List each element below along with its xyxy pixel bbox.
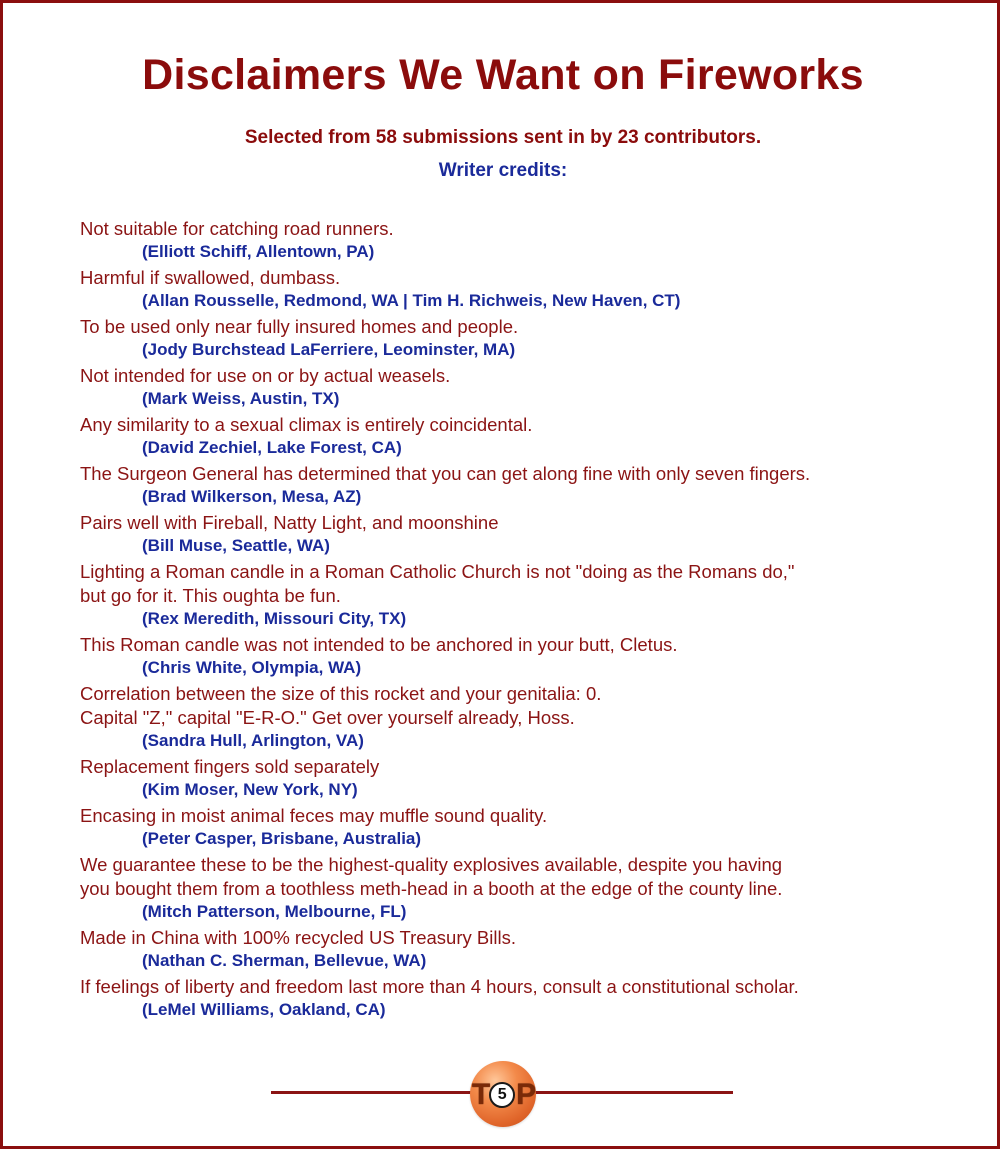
disclaimer-text: Encasing in moist animal feces may muffle sound quality. xyxy=(80,805,548,826)
writer-credit: (Mark Weiss, Austin, TX) xyxy=(142,389,340,408)
writer-credit: (Jody Burchstead LaFerriere, Leominster, MA) xyxy=(142,340,516,359)
disclaimer-text: If feelings of liberty and freedom last more than 4 hours, consult a constitutional scholar. xyxy=(80,976,799,997)
disclaimer-text: Not intended for use on or by actual weasels. xyxy=(80,365,451,386)
disclaimer-entry xyxy=(80,633,960,678)
disclaimer-entry xyxy=(80,755,960,800)
disclaimer-text-continued: you bought them from a toothless meth-head in a booth at the edge of the county line. xyxy=(80,878,783,899)
writer-credit: (Brad Wilkerson, Mesa, AZ) xyxy=(142,487,362,506)
submission-summary: Selected from 58 submissions sent in by 23 contributors. xyxy=(244,127,762,148)
writer-credit: (Nathan C. Sherman, Bellevue, WA) xyxy=(142,951,427,970)
disclaimer-text-continued: Capital "Z," capital "E-R-O." Get over yourself already, Hoss. xyxy=(80,707,575,728)
disclaimer-entry xyxy=(80,266,960,311)
disclaimer-text: Correlation between the size of this rocket and your genitalia: 0. xyxy=(80,683,602,704)
logo-letter-p: P xyxy=(516,1078,535,1112)
disclaimer-entry xyxy=(80,804,960,849)
disclaimer-entry xyxy=(80,364,960,409)
disclaimer-text: Harmful if swallowed, dumbass. xyxy=(80,267,341,288)
logo-wordmark xyxy=(470,1077,536,1112)
disclaimer-entry xyxy=(80,926,960,971)
writer-credit: (Bill Muse, Seattle, WA) xyxy=(142,536,330,555)
writer-credit: (Chris White, Olympia, WA) xyxy=(142,658,362,677)
top5-logo-icon xyxy=(470,1061,536,1127)
disclaimer-text-continued: but go for it. This oughta be fun. xyxy=(80,585,341,606)
disclaimer-text: This Roman candle was not intended to be anchored in your butt, Cletus. xyxy=(80,634,678,655)
disclaimer-text: Lighting a Roman candle in a Roman Catholic Church is not "doing as the Romans do," xyxy=(80,561,795,582)
disclaimer-entry xyxy=(80,975,960,1020)
disclaimer-text: Any similarity to a sexual climax is entirely coincidental. xyxy=(80,414,533,435)
disclaimer-entry xyxy=(80,682,960,751)
writer-credit: (LeMel Williams, Oakland, CA) xyxy=(142,1000,386,1019)
page-title: Disclaimers We Want on Fireworks xyxy=(142,51,864,99)
disclaimer-text: The Surgeon General has determined that you can get along fine with only seven fingers. xyxy=(80,463,811,484)
disclaimer-text: Made in China with 100% recycled US Treasury Bills. xyxy=(80,927,516,948)
writer-credit: (Peter Casper, Brisbane, Australia) xyxy=(142,829,422,848)
writer-credits-label: Writer credits: xyxy=(438,160,568,181)
disclaimer-text: Replacement fingers sold separately xyxy=(80,756,380,777)
writer-credit: (Elliott Schiff, Allentown, PA) xyxy=(142,242,375,261)
writer-credit: (David Zechiel, Lake Forest, CA) xyxy=(142,438,402,457)
logo-number-badge: 5 xyxy=(489,1082,515,1108)
disclaimer-text: Pairs well with Fireball, Natty Light, and moonshine xyxy=(80,512,499,533)
disclaimer-entry xyxy=(80,413,960,458)
disclaimer-text: Not suitable for catching road runners. xyxy=(80,218,394,239)
logo-letter-t: T xyxy=(471,1078,489,1112)
disclaimer-entry xyxy=(80,853,960,922)
writer-credit: (Allan Rousselle, Redmond, WA | Tim H. Richweis, New Haven, CT) xyxy=(142,291,681,310)
disclaimer-text: We guarantee these to be the highest-quality explosives available, despite you having xyxy=(80,854,783,875)
footer xyxy=(3,1061,1000,1131)
disclaimer-entry xyxy=(80,217,960,262)
writer-credit: (Mitch Patterson, Melbourne, FL) xyxy=(142,902,407,921)
writer-credit: (Sandra Hull, Arlington, VA) xyxy=(142,731,364,750)
disclaimer-entry xyxy=(80,462,960,507)
writer-credit: (Rex Meredith, Missouri City, TX) xyxy=(142,609,407,628)
disclaimer-entry xyxy=(80,560,960,629)
disclaimer-list xyxy=(80,217,960,1024)
writer-credit: (Kim Moser, New York, NY) xyxy=(142,780,358,799)
disclaimer-text: To be used only near fully insured homes and people. xyxy=(80,316,519,337)
disclaimer-entry xyxy=(80,511,960,556)
disclaimer-entry xyxy=(80,315,960,360)
